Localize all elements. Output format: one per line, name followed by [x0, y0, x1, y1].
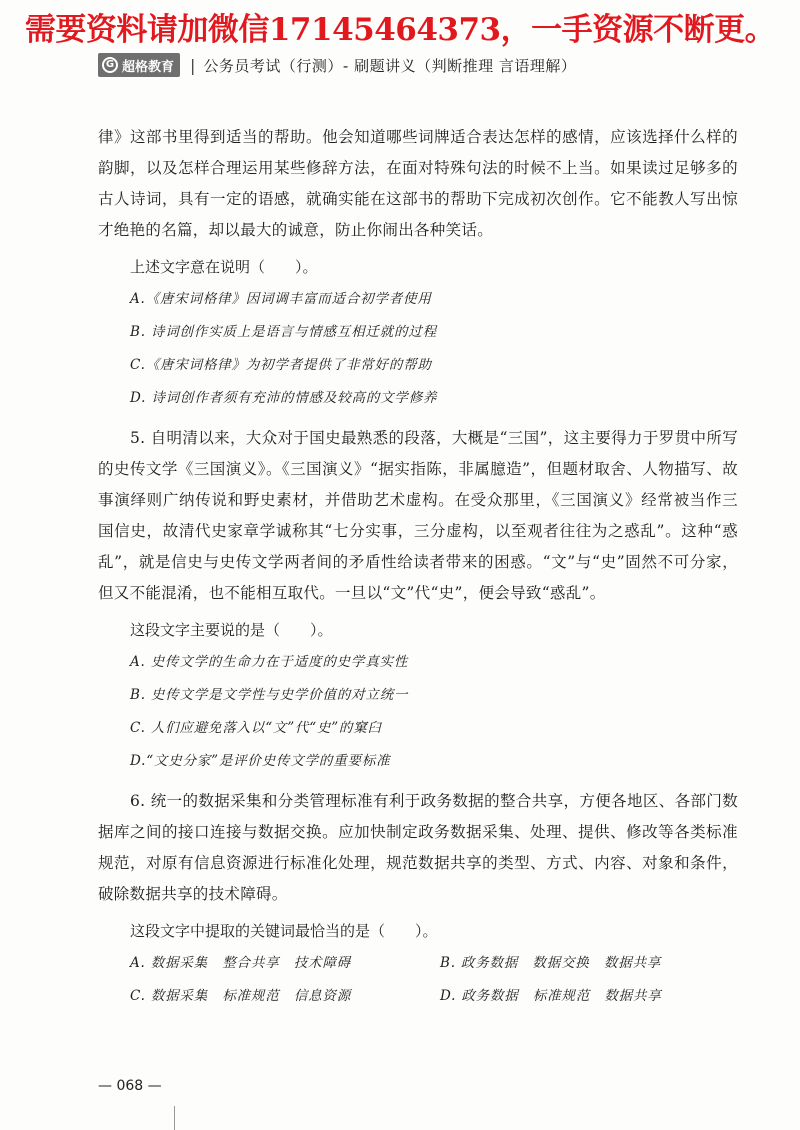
watermark-banner: 需要资料请加微信17145464373，一手资源不断更。 — [24, 12, 776, 48]
q4-question: 上述文字意在说明（ ）。 — [130, 258, 318, 276]
q5-option-a: A. 史传文学的生命力在于适度的史学真实性 — [130, 654, 409, 670]
q4-passage: 律》这部书里得到适当的帮助。他会知道哪些词牌适合表达怎样的感情，应该选择什么样的韵脚，以及怎样合理运用某些修辞方法，在面对特殊句法的时候不上当。如果读过足够多的古人诗词，具有一定的语感，就确实能在这部书的帮助下完成初次创作。它不能教人写出惊才绝艳的名篇，却以最大的诚意，防止你闹出各种笑话。 — [98, 128, 738, 239]
publisher-logo — [98, 53, 180, 77]
q5-option-d: D.“文史分家”是评价史传文学的重要标准 — [130, 753, 391, 769]
q6-option-c: C. 数据采集 标准规范 信息资源 — [130, 988, 352, 1004]
q4-option-b: B. 诗词创作实质上是语言与情感互相迁就的过程 — [130, 324, 437, 340]
header-separator: | — [190, 55, 196, 75]
question-6 — [98, 786, 738, 1013]
q6-option-d: D. 政务数据 标准规范 数据共享 — [440, 988, 662, 1004]
q6-question: 这段文字中提取的关键词最恰当的是（ ）。 — [130, 922, 438, 940]
page-number: — 068 — — [98, 1078, 162, 1094]
logo-text: 超格教育 — [122, 59, 175, 75]
q5-passage: 5. 自明清以来，大众对于国史最熟悉的段落，大概是“三国”，这主要得力于罗贯中所写的史传文学《三国演义》。《三国演义》“据实指陈，非属臆造”，但题材取舍、人物描写、故事演绎则广纳传说和野史素材，并借助艺术虚构。在受众那里，《三国演义》经常被当作三国信史，故清代史家章学诚称其“七分实事，三分虚构，以至观者往往为之惑乱”。这种“惑乱”，就是信史与史传文学两者间的矛盾性给读者带来的困惑。“文”与“史”固然不可分家，但又不能混淆，也不能相互取代。一旦以“文”代“史”，便会导致“惑乱”。 — [98, 429, 738, 602]
page-content — [98, 122, 738, 1013]
q4-option-c: C.《唐宋词格律》为初学者提供了非常好的帮助 — [130, 357, 432, 373]
question-5 — [98, 423, 738, 778]
q4-option-d: D. 诗词创作者须有充沛的情感及较高的文学修养 — [130, 390, 438, 406]
header-title: 公务员考试（行测）- 刷题讲义（判断推理 言语理解） — [203, 56, 577, 75]
bottom-divider — [174, 1106, 175, 1130]
q5-option-c: C. 人们应避免落入以“文”代“史”的窠臼 — [130, 720, 382, 736]
page-header — [98, 52, 576, 78]
q5-option-b: B. 史传文学是文学性与史学价值的对立统一 — [130, 687, 409, 703]
q6-options — [98, 947, 738, 1013]
q6-option-b: B. 政务数据 数据交换 数据共享 — [440, 955, 662, 971]
logo-icon: G — [102, 57, 118, 73]
q5-question: 这段文字主要说的是（ ）。 — [130, 621, 333, 639]
q6-passage: 6. 统一的数据采集和分类管理标准有利于政务数据的整合共享，方便各地区、各部门数据库之间的接口连接与数据交换。应加快制定政务数据采集、处理、提供、修改等各类标准规范，对原有信息资源进行标准化处理，规范数据共享的类型、方式、内容、对象和条件，破除数据共享的技术障碍。 — [98, 792, 738, 903]
q4-option-a: A.《唐宋词格律》因词调丰富而适合初学者使用 — [130, 291, 432, 307]
q6-option-a: A. 数据采集 整合共享 技术障碍 — [130, 955, 351, 971]
question-4-continued — [98, 122, 738, 415]
